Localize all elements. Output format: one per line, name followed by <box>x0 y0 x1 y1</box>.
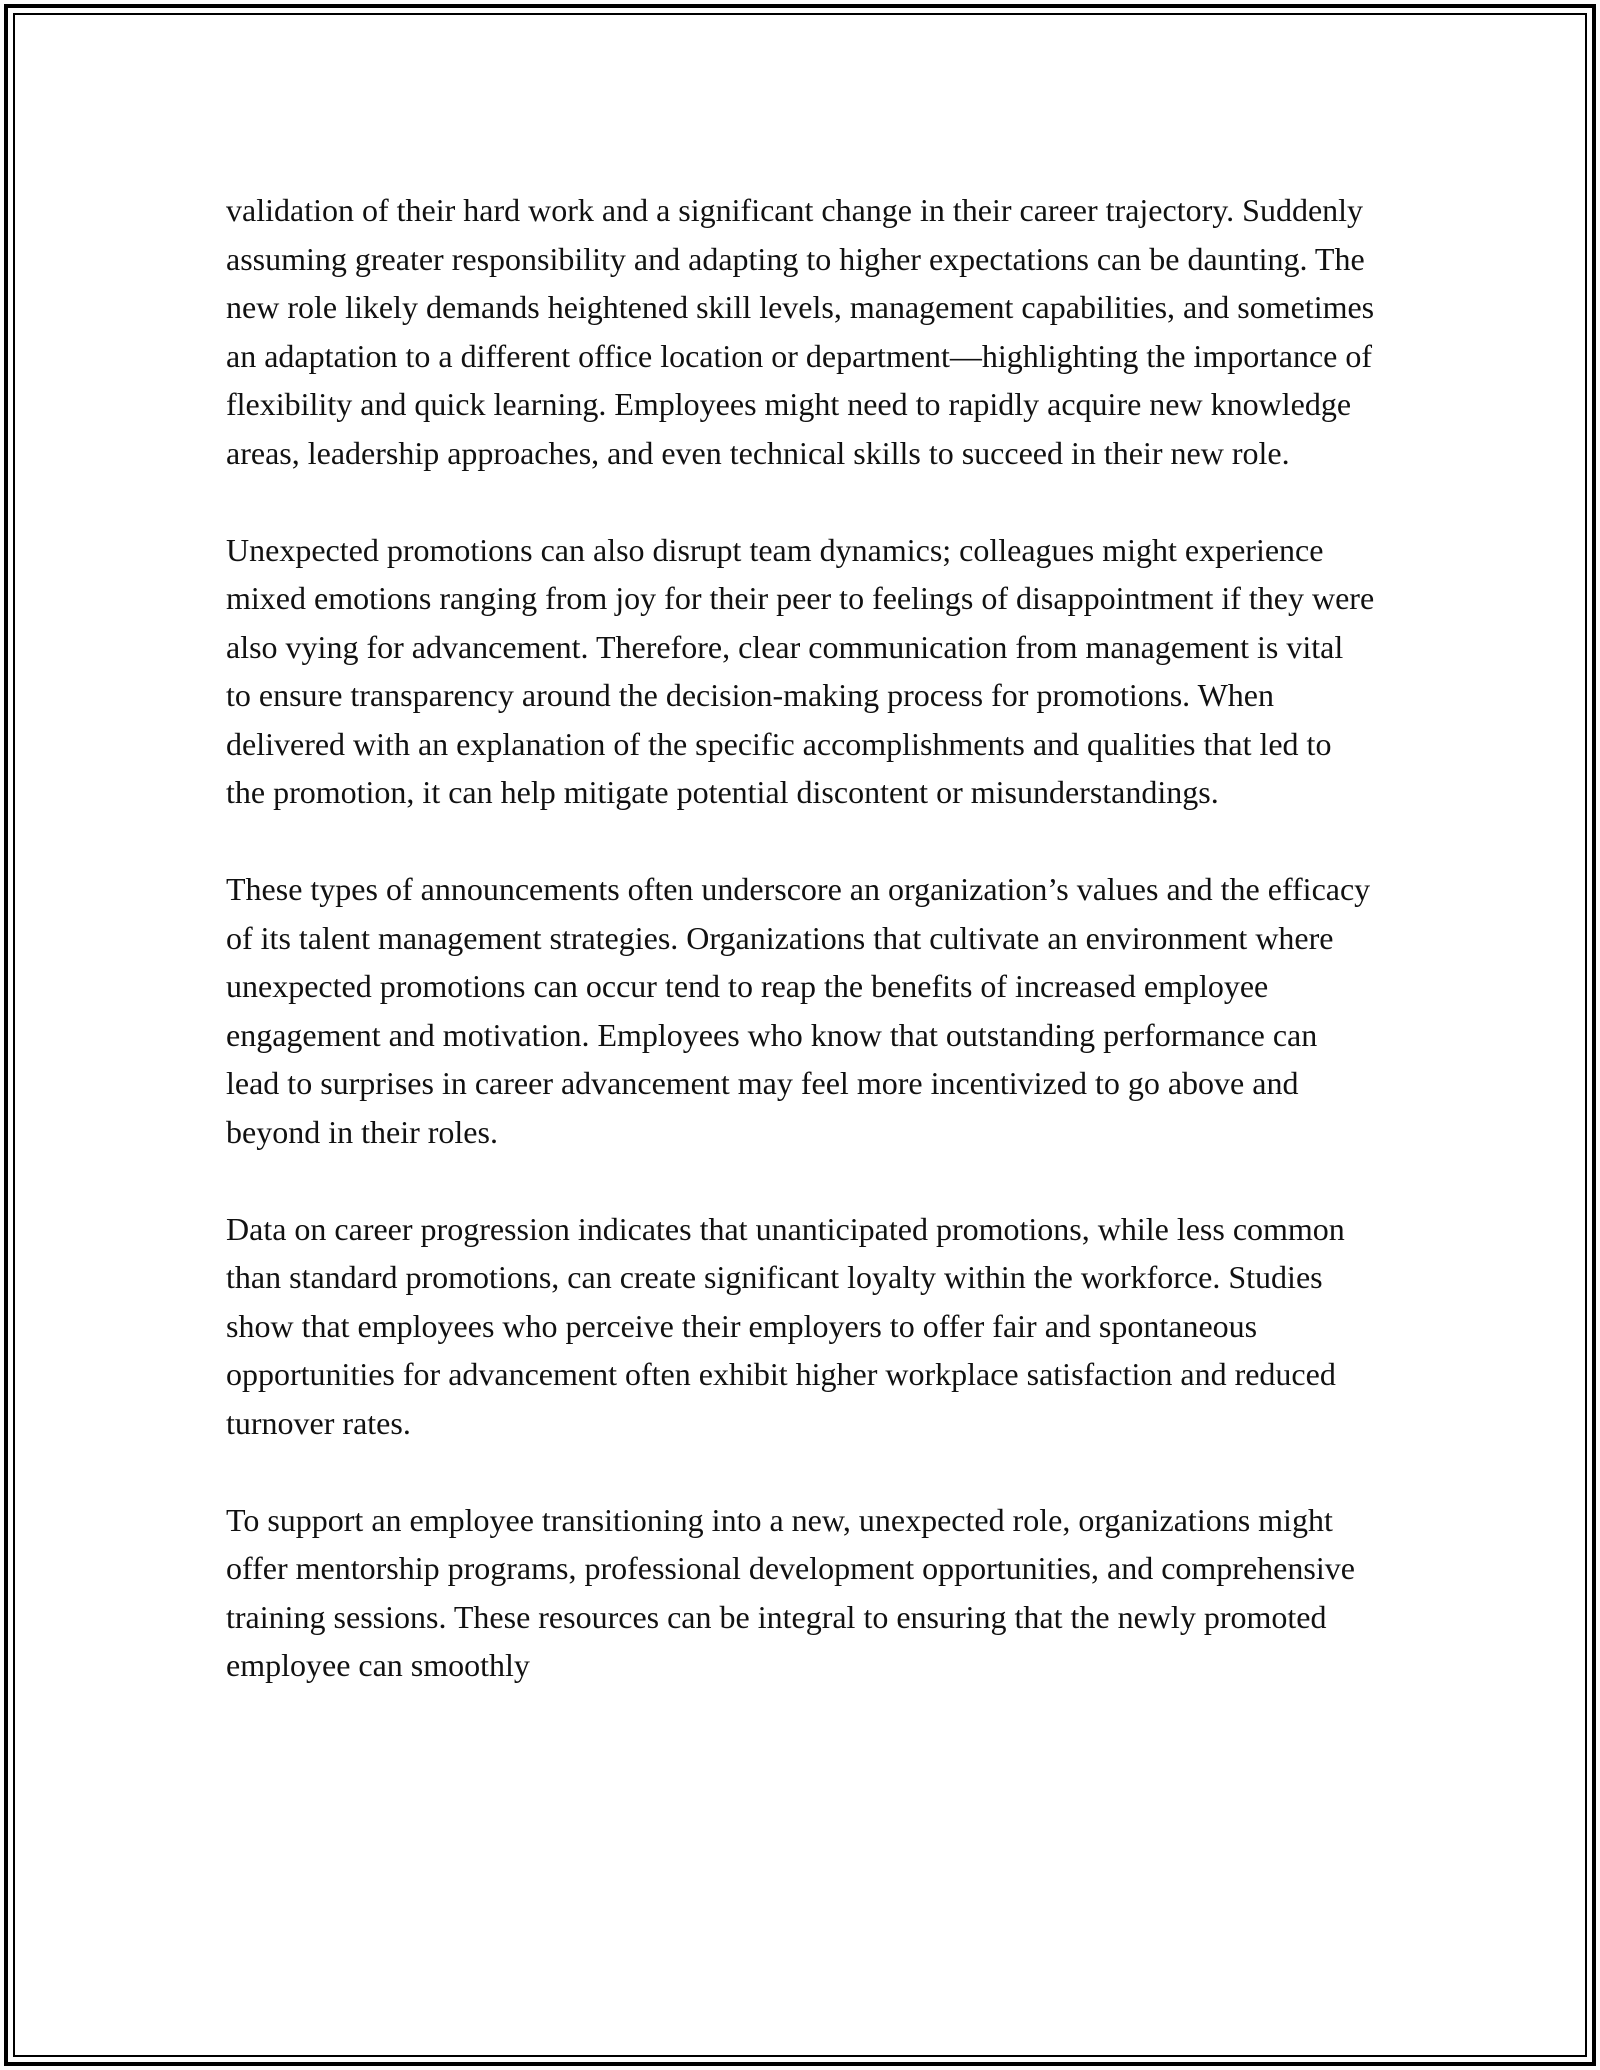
paragraph-career-progression-data: Data on career progression indicates that unanticipated promotions, while less common than standard promotions, can create significant loyalty within the workforce. Studies show that employees who perceive their employers to offer fair and spontaneous opportunities for advancement often exhibit higher workplace satisfaction and reduced turnover rates. <box>226 1210 1345 1441</box>
paragraph-organization-values: These types of announcements often underscore an organization’s values and the efficacy of its talent management strategies. Organizations that cultivate an environment where unexpected promotions can occur tend to reap the benefits of increased employee engagement and motivation. Employees who know that outstanding performance can lead to surprises in career advancement may feel more incentivized to go above and beyond in their roles. <box>226 871 1371 1150</box>
document-body <box>226 186 1376 1690</box>
paragraph-transition-support: To support an employee transitioning into a new, unexpected role, organizations might offer mentorship programs, professional development opportunities, and comprehensive training sessions. These resources can be integral to ensuring that the newly promoted employee can smoothly <box>226 1501 1355 1683</box>
paragraph-team-dynamics: Unexpected promotions can also disrupt team dynamics; colleagues might experience mixed emotions ranging from joy for their peer to feelings of disappointment if they were also vying for advancement. Therefore, clear communication from management is vital to ensure transparency around the decision-making process for promotions. When delivered with an explanation of the specific accomplishments and qualities that led to the promotion, it can help mitigate potential discontent or misunderstandings. <box>226 531 1375 810</box>
paragraph-career-trajectory: validation of their hard work and a significant change in their career trajectory. Suddenly assuming greater responsibility and adapting to higher expectations can be daunting. The new role likely demands heightened skill levels, management capabilities, and sometimes an adaptation to a different office location or department—highlighting the importance of flexibility and quick learning. Employees might need to rapidly acquire new knowledge areas, leadership approaches, and even technical skills to succeed in their new role. <box>226 192 1375 471</box>
